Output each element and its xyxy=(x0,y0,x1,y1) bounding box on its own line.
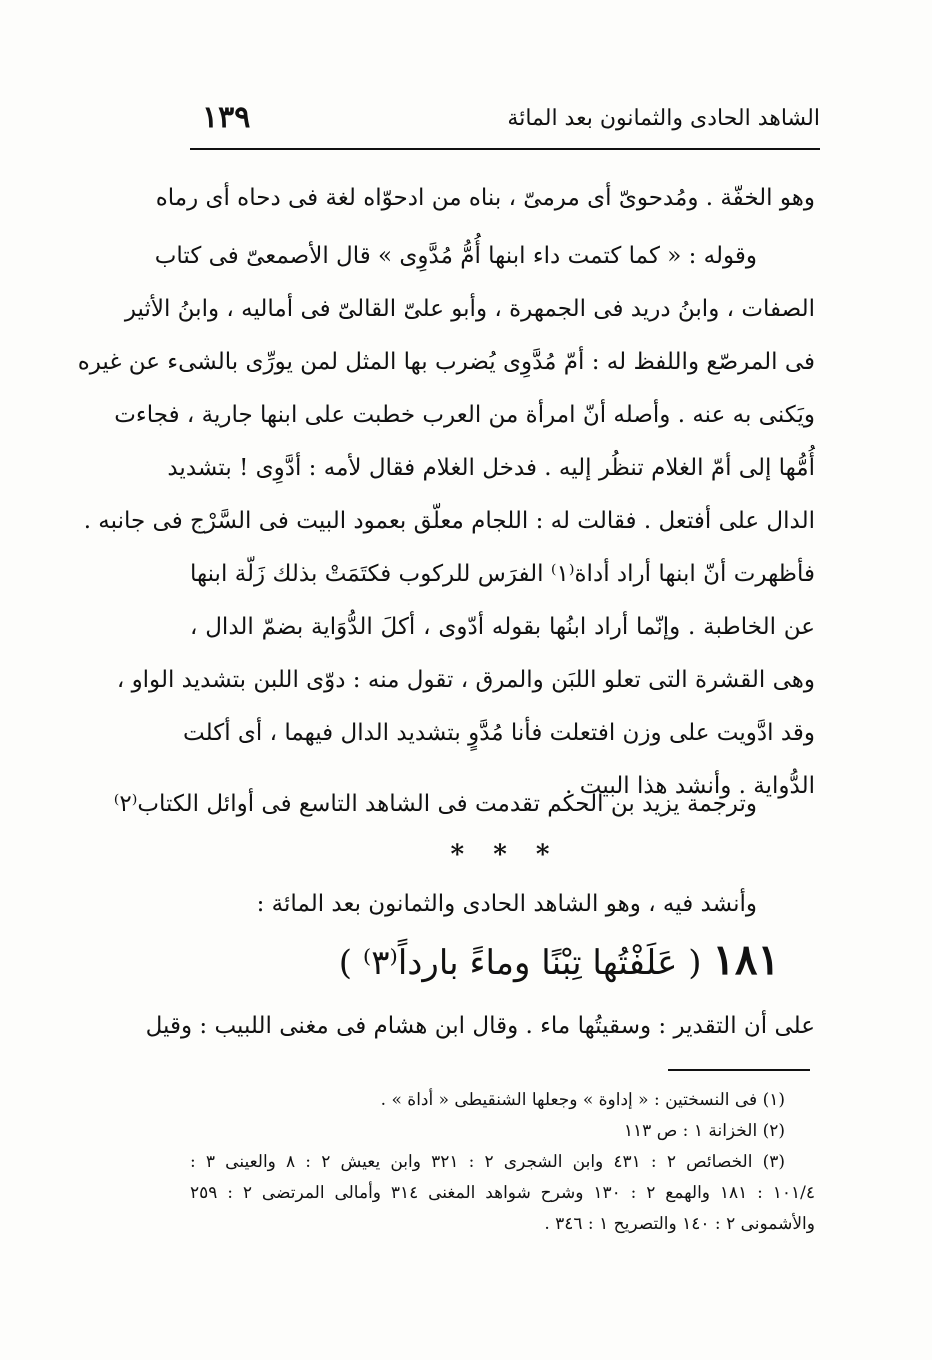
footnote-rule xyxy=(668,1069,810,1071)
body-line: فأظهرت أنّ ابنها أراد أداة⁽١⁾ الفرَس للركوب فكتَمَتْ بذلك زَلّة ابنها xyxy=(190,561,815,587)
footnote-3-end: والأشمونى ٢ : ١٤٠ والتصريح ١ : ٣٤٦ . xyxy=(544,1214,815,1234)
body-line: الدال على أفتعل . فقالت له : اللجام معلّق بعمود البيت فى السَّرْج فى جانبه . xyxy=(83,508,815,534)
paragraph-3 xyxy=(113,778,815,831)
header-rule xyxy=(190,148,820,150)
body-line: وهو الخفّة . ومُدحوىّ أى مرمىّ ، بناه من ادحوّاه لغة فى دحاه أى رماه xyxy=(155,185,815,211)
body-line: ويَكنى به عنه . وأصله أنّ امرأة من العرب خطبت على ابنها جارية ، فجاءت xyxy=(114,402,815,428)
page-header xyxy=(190,100,820,148)
intro-line: وأنشد فيه ، وهو الشاهد الحادى والثمانون بعد المائة : xyxy=(256,891,757,917)
verse-text: ( عَلَفْتُها تِبْنًا وماءً بارداً⁽٣⁾ ) xyxy=(338,943,702,983)
running-title: الشاهد الحادى والثمانون بعد المائة xyxy=(507,106,820,131)
paragraph-2 xyxy=(77,230,815,813)
body-line: وترجمة يزيد بن الحكم تقدمت فى الشاهد التاسع فى أوائل الكتاب⁽٢⁾ xyxy=(113,791,757,817)
footnote-3: (٣) الخصائص ٢ : ٤٣١ وابن الشجرى ٢ : ٣٢١ وابن يعيش ٢ : ٨ والعينى ٣ : xyxy=(190,1152,785,1172)
verse-line xyxy=(330,935,780,984)
body-line: فى المرصّع واللفظ له : أمّ مُدَّوِى يُضرب بها المثل لمن يورِّى بالشىء عن غيره xyxy=(77,349,815,375)
intro-paragraph xyxy=(190,878,815,931)
footnote-1: (١) فى النسختين : « إداوة » وجعلها الشنقيطى « أداة » . xyxy=(380,1090,785,1110)
footnotes xyxy=(190,1085,815,1240)
page-number: ١٣٩ xyxy=(202,100,251,135)
body-line: الصفات ، وابنُ دريد فى الجمهرة ، وأبو علىّ القالىّ فى أماليه ، وابنُ الأثير xyxy=(124,296,815,322)
paragraph-1 xyxy=(155,172,815,225)
body-line: أُمُّها إلى أمّ الغلام تنظُر إليه . فدخل الغلام فقال لأمه : أدَّوِى ! بتشديد xyxy=(167,455,815,481)
body-line: وقوله : « كما كتمت داء ابنها أُمُّ مُدَّوِى » قال الأصمعىّ فى كتاب xyxy=(154,243,757,269)
verse-number: ١٨١ xyxy=(712,935,780,984)
body-line: وقد ادَّويت على وزن افتعلت فأنا مُدَّوٍ بتشديد الدال فيهما ، أى أكلت xyxy=(183,720,815,746)
footnote-2: (٢) الخزانة ١ : ص ١١٣ xyxy=(623,1121,785,1141)
body-line: عن الخاطبة . وإنّما أراد ابنُها بقوله أدّوى ، أكلَ الدُّوَاية بضمّ الدال ، xyxy=(190,614,815,640)
paragraph-4 xyxy=(145,1000,815,1053)
footnote-3-continued: ١٠١/٤ : ١٨١ والهمع ٢ : ١٣٠ وشرح شواهد المغنى ٣١٤ وأمالى المرتضى ٢ : ٢٥٩ xyxy=(190,1183,815,1203)
body-line: الدُّواية . وأنشد هذا البيت . xyxy=(565,773,815,799)
body-line: على أن التقدير : وسقيتُها ماء . وقال ابن هشام فى مغنى اللبيب : وقيل xyxy=(145,1013,815,1039)
section-separator: * * * xyxy=(450,840,560,870)
body-line: وهى القشرة التى تعلو اللبَن والمرق ، تقول منه : دوّى اللبن بتشديد الواو ، xyxy=(116,667,815,693)
